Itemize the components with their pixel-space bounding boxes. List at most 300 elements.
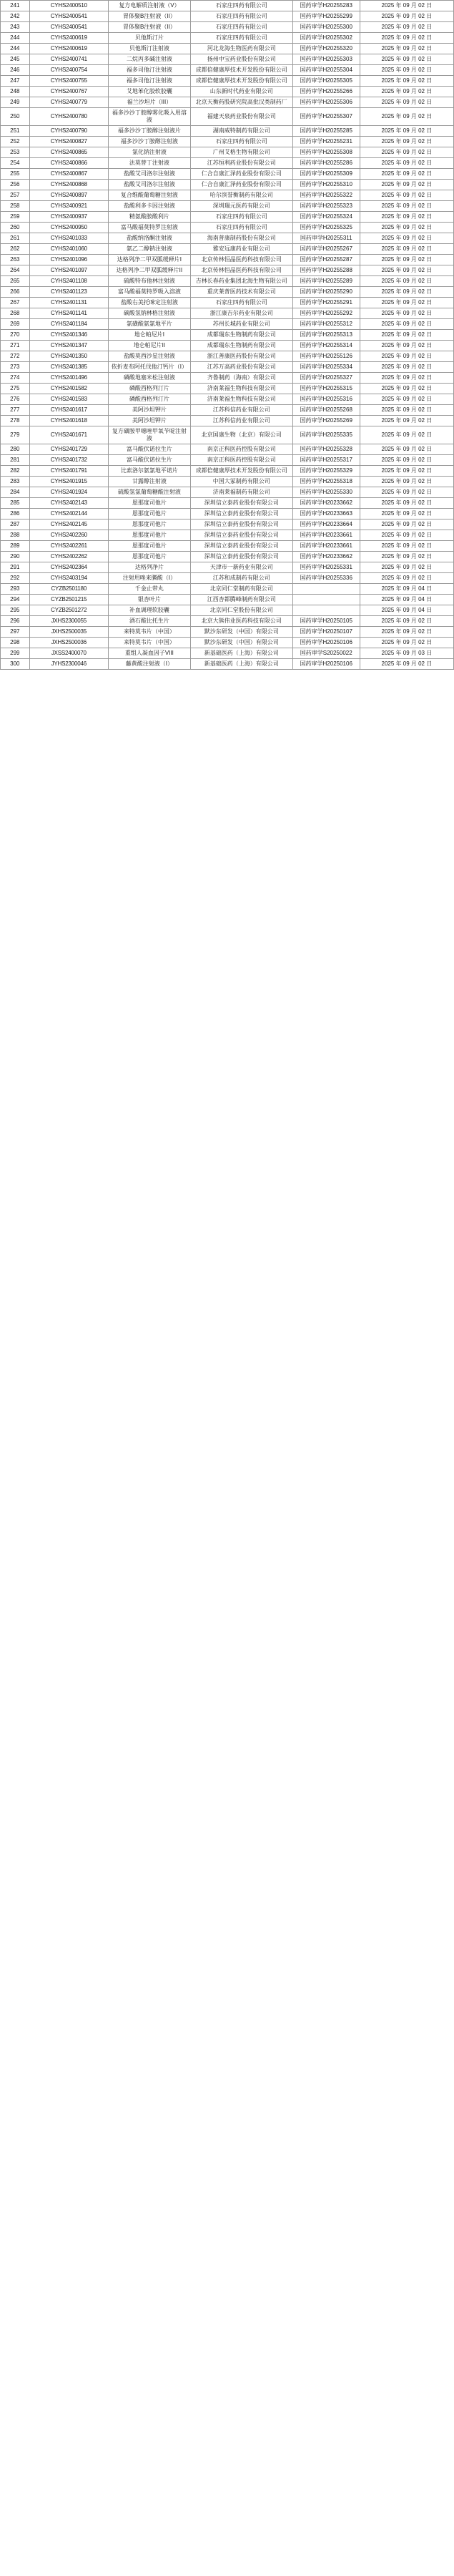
drug-name: 盐酸右美托咪定注射液	[108, 298, 190, 308]
acceptance-date: 2025 年 09 月 02 日	[360, 373, 453, 384]
acceptance-number: JXHS2500035	[29, 627, 108, 638]
registration-class: 国药审学H20255312	[292, 319, 360, 330]
acceptance-date: 2025 年 09 月 02 日	[360, 426, 453, 444]
holder-name: 深圳信立泰药业股份有限公司	[190, 541, 292, 552]
registration-class: 国药审学H20250107	[292, 627, 360, 638]
holder-name: 江苏科信药业有限公司	[190, 416, 292, 426]
registration-class: 国药审学H20255313	[292, 330, 360, 341]
registration-class: 国药审学H20255288	[292, 265, 360, 276]
row-index: 242	[1, 11, 30, 22]
acceptance-number: CYHS2401791	[29, 466, 108, 477]
registration-class: 国药审学H20255286	[292, 158, 360, 169]
acceptance-date: 2025 年 09 月 02 日	[360, 394, 453, 405]
registration-class: 国药审学H20255311	[292, 233, 360, 244]
drug-name: 依折麦布阿托伐他汀钙片（I）	[108, 362, 190, 373]
table-row	[1, 648, 454, 659]
acceptance-date: 2025 年 09 月 02 日	[360, 158, 453, 169]
drug-name: 福多沙沙丁胺醇雾化吸入用溶液	[108, 108, 190, 126]
row-index: 244	[1, 33, 30, 44]
acceptance-date: 2025 年 09 月 02 日	[360, 87, 453, 97]
row-index: 285	[1, 498, 30, 509]
registration-class: 国药审学H20255315	[292, 384, 360, 394]
acceptance-date: 2025 年 09 月 02 日	[360, 147, 453, 158]
acceptance-number: JYHS2300046	[29, 659, 108, 670]
table-row	[1, 519, 454, 530]
row-index: 241	[1, 1, 30, 11]
acceptance-date: 2025 年 09 月 02 日	[360, 466, 453, 477]
drug-name: 达格列净二甲双胍缓释片II	[108, 265, 190, 276]
table-row	[1, 498, 454, 509]
table-row	[1, 541, 454, 552]
table-row	[1, 223, 454, 233]
acceptance-number: CYHS2400779	[29, 97, 108, 108]
drug-name: 磷酸西格列汀片	[108, 394, 190, 405]
drug-name: 恩那度司他片	[108, 519, 190, 530]
acceptance-date: 2025 年 09 月 02 日	[360, 616, 453, 627]
acceptance-number: CYHS2401350	[29, 351, 108, 362]
drug-name: 胃体聚B注射液（II）	[108, 22, 190, 33]
row-index: 278	[1, 416, 30, 426]
row-index: 283	[1, 477, 30, 487]
drug-name: 贝他斯汀片	[108, 33, 190, 44]
drug-name: 复方磺胺甲噁唑甲氧苄啶注射液	[108, 426, 190, 444]
acceptance-date: 2025 年 09 月 02 日	[360, 190, 453, 201]
row-index: 288	[1, 530, 30, 541]
acceptance-date: 2025 年 09 月 02 日	[360, 573, 453, 584]
registration-class: 国药审学H20255320	[292, 44, 360, 54]
holder-name: 成都倍健康厚技术开发股份有限公司	[190, 466, 292, 477]
drug-name: 硫酸氢氯葡萄糖酸注射液	[108, 487, 190, 498]
acceptance-number: CYHS2400780	[29, 108, 108, 126]
table-row	[1, 244, 454, 255]
table-row	[1, 44, 454, 54]
registration-class: 国药审学H20250105	[292, 616, 360, 627]
registration-class: 国药审学H20255303	[292, 54, 360, 65]
table-row	[1, 308, 454, 319]
drug-name: 注射用唑来膦酸（I）	[108, 573, 190, 584]
table-row	[1, 487, 454, 498]
acceptance-date: 2025 年 09 月 04 日	[360, 605, 453, 616]
registration-class: 国药审学H20255302	[292, 33, 360, 44]
holder-name: 南京正科医药控股有限公司	[190, 455, 292, 466]
row-index: 269	[1, 319, 30, 330]
row-index: 290	[1, 552, 30, 562]
registration-class: 国药审学H20255292	[292, 308, 360, 319]
table-row	[1, 126, 454, 137]
registration-class: 国药审学H20233661	[292, 530, 360, 541]
table-row	[1, 426, 454, 444]
acceptance-date: 2025 年 09 月 02 日	[360, 11, 453, 22]
acceptance-date: 2025 年 09 月 02 日	[360, 638, 453, 648]
row-index: 256	[1, 180, 30, 190]
drug-name: 来特莫韦片（中国）	[108, 638, 190, 648]
row-index: 273	[1, 362, 30, 373]
registration-class: 国药审学H20255290	[292, 287, 360, 298]
table-row	[1, 287, 454, 298]
acceptance-date: 2025 年 09 月 04 日	[360, 595, 453, 605]
acceptance-date: 2025 年 09 月 02 日	[360, 265, 453, 276]
row-index: 296	[1, 616, 30, 627]
acceptance-number: CYHS2400755	[29, 76, 108, 87]
drug-name: 达格列净片	[108, 562, 190, 573]
registration-class: 国药审学H20255308	[292, 147, 360, 158]
registration-class: 国药审学H20255322	[292, 190, 360, 201]
acceptance-date: 2025 年 09 月 02 日	[360, 233, 453, 244]
acceptance-number: CYHS2400541	[29, 11, 108, 22]
registration-class: 国药审学H20233661	[292, 541, 360, 552]
registration-class: 国药审学H20255266	[292, 87, 360, 97]
row-index: 263	[1, 255, 30, 265]
acceptance-date: 2025 年 09 月 02 日	[360, 244, 453, 255]
drug-name: 富马酸伏诺拉生片	[108, 444, 190, 455]
acceptance-date: 2025 年 09 月 02 日	[360, 76, 453, 87]
registration-class: 国药审学H20255231	[292, 137, 360, 147]
drug-name: 恩那度司他片	[108, 530, 190, 541]
drug-name: 硫酸特布他林注射液	[108, 276, 190, 287]
drug-name: 补血调理软胶囊	[108, 605, 190, 616]
drug-registration-table	[0, 0, 454, 670]
row-index: 251	[1, 126, 30, 137]
acceptance-date: 2025 年 09 月 02 日	[360, 22, 453, 33]
holder-name: 广州艾格生物有限公司	[190, 147, 292, 158]
holder-name: 重庆莱普医药技术有限公司	[190, 287, 292, 298]
row-index: 254	[1, 158, 30, 169]
acceptance-number: CYHS2400754	[29, 65, 108, 76]
registration-class: 国药审学H20255310	[292, 180, 360, 190]
acceptance-number: CYHS2401729	[29, 444, 108, 455]
acceptance-date: 2025 年 09 月 02 日	[360, 108, 453, 126]
table-row	[1, 466, 454, 477]
acceptance-date: 2025 年 09 月 02 日	[360, 126, 453, 137]
drug-name: 富马酸伏诺拉生片	[108, 455, 190, 466]
holder-name: 北京同仁堂股份有限公司	[190, 605, 292, 616]
acceptance-number: CYHS2401915	[29, 477, 108, 487]
row-index: 298	[1, 638, 30, 648]
row-index: 299	[1, 648, 30, 659]
row-index: 289	[1, 541, 30, 552]
registration-class: 国药审学H20255307	[292, 108, 360, 126]
table-row	[1, 330, 454, 341]
acceptance-number: CYHS2400868	[29, 180, 108, 190]
acceptance-number: CYHS2401097	[29, 265, 108, 276]
holder-name: 扬州中宝药业股份有限公司	[190, 54, 292, 65]
drug-name: 氨乙二醇钠注射液	[108, 244, 190, 255]
row-index: 271	[1, 341, 30, 351]
row-index: 252	[1, 137, 30, 147]
holder-name: 北京同仁堂制药有限公司	[190, 584, 292, 595]
acceptance-date: 2025 年 09 月 02 日	[360, 287, 453, 298]
drug-name: 银杏叶片	[108, 595, 190, 605]
row-index: 258	[1, 201, 30, 212]
holder-name: 北京传林恒晶医药科技有限公司	[190, 265, 292, 276]
holder-name: 深圳信立泰药业股份有限公司	[190, 509, 292, 519]
table-row	[1, 638, 454, 648]
acceptance-number: CYHS2400866	[29, 158, 108, 169]
registration-class: 国药审学H20233663	[292, 509, 360, 519]
holder-name: 石家庄四药有限公司	[190, 22, 292, 33]
row-index: 295	[1, 605, 30, 616]
acceptance-number: CYHS2401617	[29, 405, 108, 416]
row-index: 246	[1, 65, 30, 76]
table-row	[1, 137, 454, 147]
row-index: 248	[1, 87, 30, 97]
acceptance-number: CYHS2400790	[29, 126, 108, 137]
acceptance-number: CYHS2402145	[29, 519, 108, 530]
drug-name: 艾地苯化胶软胶囊	[108, 87, 190, 97]
drug-name: 氯化钠注射液	[108, 147, 190, 158]
table-row	[1, 405, 454, 416]
acceptance-date: 2025 年 09 月 02 日	[360, 509, 453, 519]
row-index: 279	[1, 426, 30, 444]
holder-name: 济南莱福制药有限公司	[190, 487, 292, 498]
drug-name: 恩那度司他片	[108, 509, 190, 519]
row-index: 274	[1, 373, 30, 384]
row-index: 264	[1, 265, 30, 276]
holder-name: 江苏恒利药业股份有限公司	[190, 158, 292, 169]
drug-name: 碳酸氢钠林格注射液	[108, 308, 190, 319]
table-row	[1, 65, 454, 76]
table-row	[1, 573, 454, 584]
acceptance-date: 2025 年 09 月 02 日	[360, 562, 453, 573]
holder-name: 北京天衡药股研究院高批汉类制药厂	[190, 97, 292, 108]
registration-class: 国药审学H20233662	[292, 552, 360, 562]
table-row	[1, 455, 454, 466]
registration-class	[292, 584, 360, 595]
acceptance-date: 2025 年 09 月 02 日	[360, 65, 453, 76]
registration-class: 国药审学H20255330	[292, 487, 360, 498]
registration-class: 国药审学H20255328	[292, 444, 360, 455]
registration-class: 国药审学H20255314	[292, 341, 360, 351]
drug-name: 地仑帕尼片II	[108, 341, 190, 351]
row-index: 257	[1, 190, 30, 201]
registration-class: 国药审学H20255336	[292, 573, 360, 584]
acceptance-date: 2025 年 09 月 02 日	[360, 519, 453, 530]
holder-name: 默沙东研发（中国）有限公司	[190, 627, 292, 638]
row-index: 282	[1, 466, 30, 477]
holder-name: 苏州长城药业有限公司	[190, 319, 292, 330]
registration-class: 国药审学H20255335	[292, 426, 360, 444]
acceptance-number: CYHS2400865	[29, 147, 108, 158]
row-index: 297	[1, 627, 30, 638]
acceptance-date: 2025 年 09 月 02 日	[360, 330, 453, 341]
holder-name: 中国大冢制药有限公司	[190, 477, 292, 487]
acceptance-number: CYHS2401060	[29, 244, 108, 255]
holder-name: 石家庄四药有限公司	[190, 33, 292, 44]
acceptance-number: CYHS2401496	[29, 373, 108, 384]
row-index: 281	[1, 455, 30, 466]
table-row	[1, 201, 454, 212]
table-row	[1, 384, 454, 394]
acceptance-date: 2025 年 09 月 02 日	[360, 530, 453, 541]
acceptance-date: 2025 年 09 月 02 日	[360, 444, 453, 455]
table-row	[1, 595, 454, 605]
row-index: 265	[1, 276, 30, 287]
table-row	[1, 627, 454, 638]
acceptance-number: JXHS2500036	[29, 638, 108, 648]
acceptance-number: CYHS2401108	[29, 276, 108, 287]
acceptance-number: JXHS2300055	[29, 616, 108, 627]
holder-name: 福建天泉药业股份有限公司	[190, 108, 292, 126]
table-row	[1, 158, 454, 169]
acceptance-number: CYHS2402143	[29, 498, 108, 509]
drug-name: 二烷丙多碱注射液	[108, 54, 190, 65]
row-index: 268	[1, 308, 30, 319]
table-row	[1, 562, 454, 573]
registration-class: 国药审学H20255318	[292, 477, 360, 487]
drug-name: 福多司他汀注射液	[108, 65, 190, 76]
acceptance-date: 2025 年 09 月 02 日	[360, 180, 453, 190]
acceptance-number: CYHS2400867	[29, 169, 108, 180]
holder-name: 海南普康制药股份有限公司	[190, 233, 292, 244]
registration-class: 国药审学S20250022	[292, 648, 360, 659]
registration-class: 国药审学H20255329	[292, 466, 360, 477]
acceptance-date: 2025 年 09 月 02 日	[360, 298, 453, 308]
table-row	[1, 180, 454, 190]
row-index: 270	[1, 330, 30, 341]
registration-class: 国药审学H20255283	[292, 1, 360, 11]
acceptance-number: CYHS2401346	[29, 330, 108, 341]
registration-class: 国药审学H20255331	[292, 562, 360, 573]
holder-name: 深圳信立泰药业股份有限公司	[190, 519, 292, 530]
drug-name: 盐酸艾司洛尔注射液	[108, 169, 190, 180]
acceptance-date: 2025 年 09 月 02 日	[360, 341, 453, 351]
holder-name: 深圳信立泰药业股份有限公司	[190, 552, 292, 562]
acceptance-date: 2025 年 09 月 02 日	[360, 319, 453, 330]
registration-class: 国药审学H20250106	[292, 638, 360, 648]
drug-name: 磷酸地塞米松注射液	[108, 373, 190, 384]
acceptance-number: CYHS2401141	[29, 308, 108, 319]
acceptance-number: CYHS2401618	[29, 416, 108, 426]
registration-class: 国药审学H20255325	[292, 223, 360, 233]
acceptance-number: CYHS2401671	[29, 426, 108, 444]
row-index: 287	[1, 519, 30, 530]
row-index: 249	[1, 97, 30, 108]
acceptance-date: 2025 年 09 月 02 日	[360, 627, 453, 638]
acceptance-number: CYHS2402262	[29, 552, 108, 562]
holder-name: 雅安远康药业有限公司	[190, 244, 292, 255]
acceptance-date: 2025 年 09 月 02 日	[360, 659, 453, 670]
holder-name: 成都倍健康厚技术开发股份有限公司	[190, 65, 292, 76]
table-row	[1, 265, 454, 276]
acceptance-number: CYHS2400619	[29, 44, 108, 54]
acceptance-date: 2025 年 09 月 02 日	[360, 477, 453, 487]
acceptance-date: 2025 年 09 月 02 日	[360, 137, 453, 147]
drug-name: 富马酸福莫特罗注射液	[108, 223, 190, 233]
drug-name: 酒石酸比托生片	[108, 616, 190, 627]
table-row	[1, 319, 454, 330]
holder-name: 石家庄四药有限公司	[190, 1, 292, 11]
table-row	[1, 97, 454, 108]
registration-class: 国药审学H20255304	[292, 65, 360, 76]
acceptance-date: 2025 年 09 月 02 日	[360, 1, 453, 11]
drug-name: 胃体聚B注射液（II）	[108, 11, 190, 22]
table-row	[1, 362, 454, 373]
drug-name: 法莫替丁注射液	[108, 158, 190, 169]
row-index: 291	[1, 562, 30, 573]
registration-class: 国药审学H20255323	[292, 201, 360, 212]
acceptance-number: CYHS2400937	[29, 212, 108, 223]
table-row	[1, 233, 454, 244]
holder-name: 湖南威特制药有限公司	[190, 126, 292, 137]
holder-name: 石家庄四药有限公司	[190, 11, 292, 22]
acceptance-date: 2025 年 09 月 02 日	[360, 201, 453, 212]
holder-name: 济南莱福生物科技有限公司	[190, 384, 292, 394]
acceptance-date: 2025 年 09 月 02 日	[360, 405, 453, 416]
table-row	[1, 530, 454, 541]
acceptance-date: 2025 年 09 月 02 日	[360, 552, 453, 562]
acceptance-number: JXSS2400070	[29, 648, 108, 659]
holder-name: 南京正科医药控股有限公司	[190, 444, 292, 455]
table-row	[1, 87, 454, 97]
acceptance-number: CYHS2400741	[29, 54, 108, 65]
holder-name: 石家庄四药有限公司	[190, 137, 292, 147]
drug-name: 美阿沙坦钾片	[108, 405, 190, 416]
row-index: 244	[1, 44, 30, 54]
drug-name: 恩那度司他片	[108, 541, 190, 552]
acceptance-number: CYHS2401096	[29, 255, 108, 265]
registration-class: 国药审学H20255269	[292, 416, 360, 426]
table-row	[1, 341, 454, 351]
drug-name: 复方电解质注射液（V）	[108, 1, 190, 11]
drug-name: 磷酸西格列汀片	[108, 384, 190, 394]
holder-name: 石家庄四药有限公司	[190, 212, 292, 223]
acceptance-date: 2025 年 09 月 02 日	[360, 455, 453, 466]
drug-name: 复合维酸葡萄糖注射液	[108, 190, 190, 201]
acceptance-number: CYHS2401582	[29, 384, 108, 394]
acceptance-number: CYHS2400827	[29, 137, 108, 147]
acceptance-date: 2025 年 09 月 02 日	[360, 362, 453, 373]
acceptance-number: CYHS2401033	[29, 233, 108, 244]
holder-name: 哈尔滨誉衡制药有限公司	[190, 190, 292, 201]
drug-name: 甘露醇注射液	[108, 477, 190, 487]
acceptance-number: CYHS2401131	[29, 298, 108, 308]
registration-class: 国药审学H20255267	[292, 244, 360, 255]
acceptance-number: CYHS2402364	[29, 562, 108, 573]
holder-name: 石家庄四药有限公司	[190, 223, 292, 233]
row-index: 275	[1, 384, 30, 394]
holder-name: 济南莱福生物科技有限公司	[190, 394, 292, 405]
acceptance-date: 2025 年 09 月 02 日	[360, 169, 453, 180]
drug-name: 精氨酸胺酸利片	[108, 212, 190, 223]
acceptance-date: 2025 年 09 月 04 日	[360, 584, 453, 595]
row-index: 247	[1, 76, 30, 87]
registration-class: 国药审学H20255268	[292, 405, 360, 416]
holder-name: 河北龙海生物医药有限公司	[190, 44, 292, 54]
drug-name: 富马酸福莫特罗吸入溶液	[108, 287, 190, 298]
row-index: 260	[1, 223, 30, 233]
acceptance-number: CYHS2400510	[29, 1, 108, 11]
registration-class: 国药审学H20233664	[292, 519, 360, 530]
registration-class	[292, 595, 360, 605]
drug-name: 福兰沙坦片（III）	[108, 97, 190, 108]
acceptance-date: 2025 年 09 月 03 日	[360, 648, 453, 659]
acceptance-date: 2025 年 09 月 02 日	[360, 212, 453, 223]
acceptance-date: 2025 年 09 月 02 日	[360, 487, 453, 498]
registration-class: 国药审学H20255291	[292, 298, 360, 308]
holder-name: 深圳瑞元医药有限公司	[190, 201, 292, 212]
drug-name: 恩那度司他片	[108, 552, 190, 562]
holder-name: 北京大熊伟业医药科技有限公司	[190, 616, 292, 627]
drug-name: 比索洛尔氨氯地平诺片	[108, 466, 190, 477]
drug-name: 盐酸利多卡因注射液	[108, 201, 190, 212]
drug-name: 藤黄酸注射液（I）	[108, 659, 190, 670]
holder-name: 江苏万高药业股份有限公司	[190, 362, 292, 373]
acceptance-number: CYHS2401123	[29, 287, 108, 298]
acceptance-number: CYHS2402261	[29, 541, 108, 552]
registration-class: 国药审学H20255300	[292, 22, 360, 33]
registration-class: 国药审学H20255305	[292, 76, 360, 87]
acceptance-number: CYHS2401385	[29, 362, 108, 373]
